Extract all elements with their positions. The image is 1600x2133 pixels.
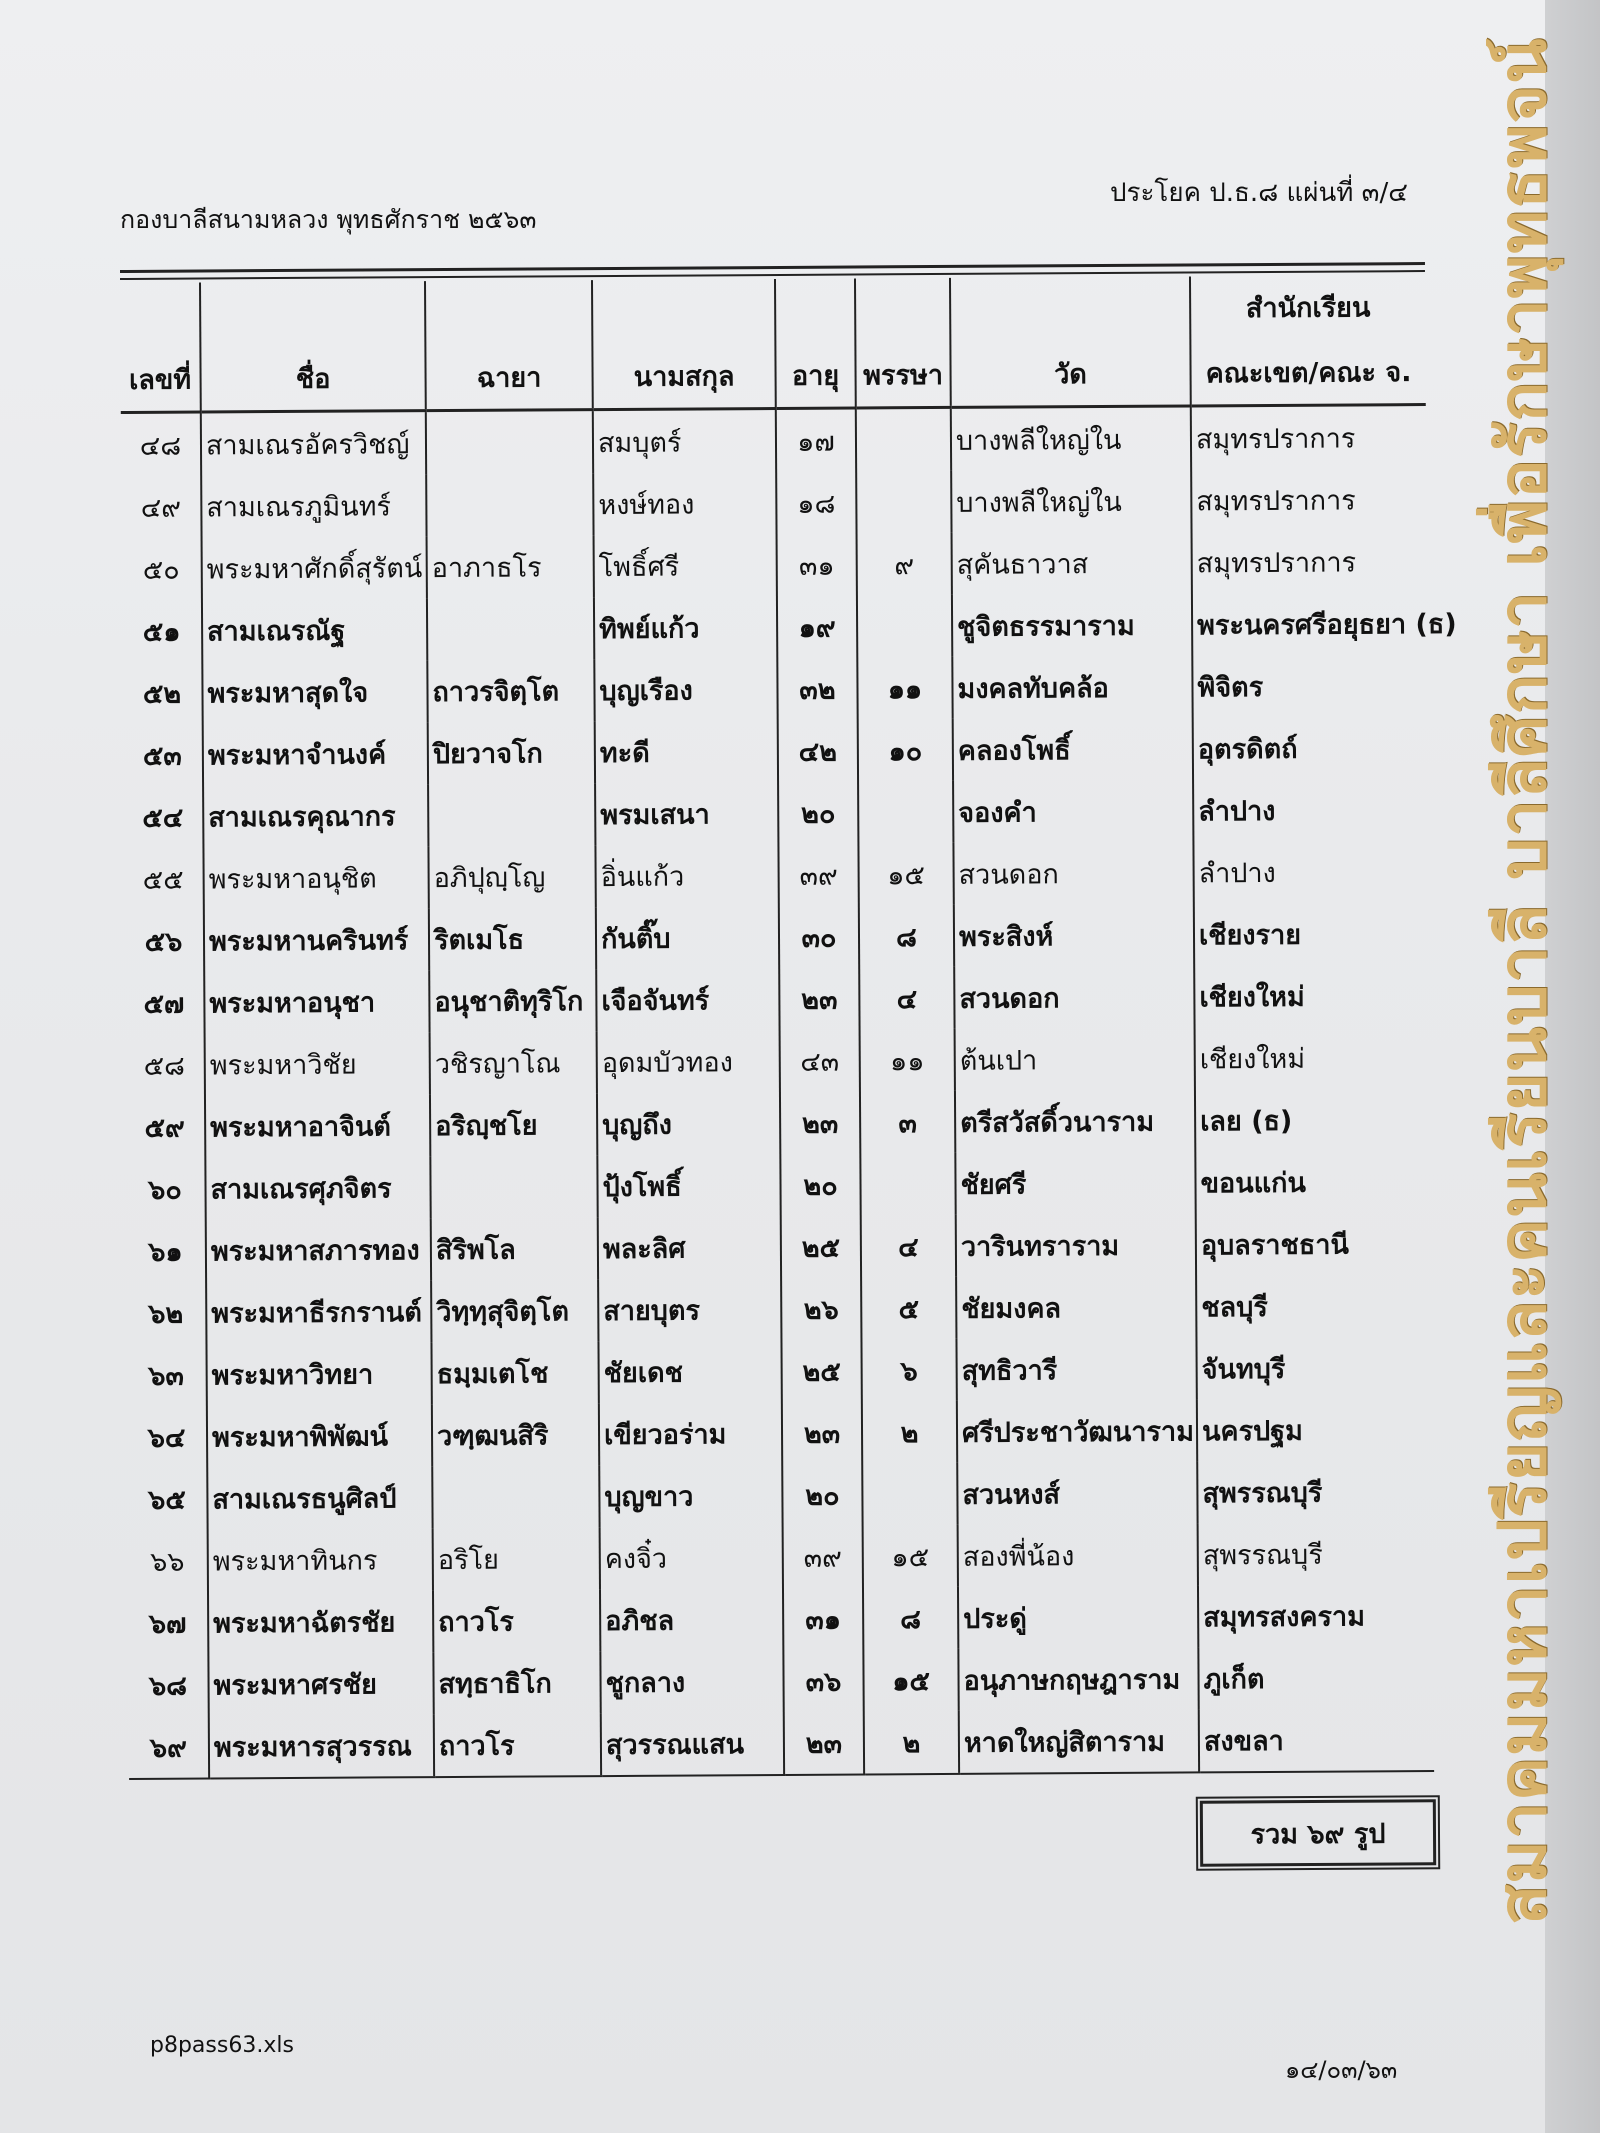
cell-age: ๓๑ — [777, 534, 857, 596]
cell-school: จันทบุรี — [1196, 1336, 1431, 1399]
cell-temple: ชัยมงคล — [956, 1275, 1196, 1338]
cell-school: พิจิตร — [1192, 654, 1427, 717]
cell-temple: ตรีสวัสดิ์วนาราม — [955, 1089, 1195, 1152]
cell-alias: ริตเมโธ — [429, 907, 596, 970]
cell-school: สมุทรปราการ — [1192, 530, 1427, 593]
col-header-school — [1190, 275, 1426, 406]
cell-surname: อิ่นแก้ว — [595, 844, 778, 907]
cell-alias: อริโย — [433, 1527, 600, 1590]
cell-no: ๖๓ — [148, 1360, 185, 1392]
cell-school: อุตรดิตถ์ — [1193, 716, 1428, 779]
cell-vassa: ๒ — [862, 1401, 957, 1464]
table-row — [123, 778, 1428, 848]
cell-temple: สุทธิวารี — [956, 1337, 1196, 1400]
cell-surname: ปุ้งโพธิ์ — [597, 1154, 780, 1217]
cell-name: พระมหาอาจินต์ — [205, 1094, 430, 1157]
cell-surname: สุวรรณแสน — [601, 1712, 784, 1776]
cell-temple: ต้นเปา — [955, 1027, 1195, 1090]
cell-alias — [426, 410, 593, 475]
table-row — [125, 1026, 1430, 1096]
col-header-temple: วัด — [950, 276, 1191, 407]
cell-age: ๔๓ — [780, 1029, 860, 1091]
cell-name: สามเณรณัฐ — [202, 598, 427, 661]
cell-name: พระมหาอนุชา — [204, 970, 429, 1033]
table-row — [128, 1584, 1433, 1654]
cell-surname: หงษ์ทอง — [593, 472, 776, 535]
cell-no: ๕๔ — [142, 802, 184, 834]
cell-age: ๔๒ — [778, 720, 858, 782]
cell-no: ๕๖ — [144, 926, 183, 958]
cell-alias — [430, 1155, 597, 1218]
cell-school: สมุทรสงคราม — [1198, 1584, 1433, 1647]
cell-vassa: ๓ — [860, 1091, 955, 1154]
cell-age: ๒๐ — [778, 782, 858, 844]
cell-no: ๕๙ — [144, 1112, 185, 1144]
cell-school: เชียงใหม่ — [1195, 1026, 1430, 1089]
cell-no: ๖๕ — [148, 1484, 186, 1516]
cell-vassa: ๕ — [861, 1277, 956, 1340]
table-row — [122, 530, 1427, 600]
cell-surname: เขียวอร่าม — [599, 1402, 782, 1465]
cell-alias: ถาวรจิตฺโต — [427, 659, 594, 722]
cell-surname: ชูกลาง — [600, 1650, 783, 1713]
cell-vassa: ๔ — [861, 1215, 956, 1278]
cell-age: ๑๙ — [777, 596, 857, 658]
cell-surname: ทิพย์แก้ว — [594, 596, 777, 659]
cell-name: สามเณรอัครวิชญ์ — [201, 411, 426, 476]
cell-alias: อภิปุญฺโญ — [428, 845, 595, 908]
cell-temple: ชูจิตธรรมาราม — [952, 593, 1192, 656]
cell-alias: อริญฺชโย — [430, 1093, 597, 1156]
cell-age: ๓๙ — [778, 843, 858, 905]
table-row — [128, 1646, 1433, 1716]
cell-age: ๒๐ — [782, 1463, 862, 1525]
cell-no: ๕๓ — [142, 740, 182, 772]
cell-no: ๖๑ — [148, 1236, 183, 1268]
cell-surname: สายบุตร — [598, 1278, 781, 1341]
col-header-no: เลขที่ — [120, 283, 201, 413]
cell-vassa: ๑๐ — [858, 719, 953, 782]
cell-age: ๒๓ — [784, 1711, 864, 1774]
table-row — [122, 654, 1427, 724]
total-box: รวม ๖๙ รูป — [1200, 1799, 1436, 1866]
table-row — [122, 592, 1427, 662]
cell-age: ๒๓ — [780, 1091, 860, 1153]
cell-name: พระมหาอนุชิต — [203, 846, 428, 909]
cell-alias: ธมฺมเตโช — [431, 1341, 598, 1404]
cell-age: ๒๓ — [782, 1401, 862, 1463]
cell-vassa: ๖ — [861, 1339, 956, 1402]
cell-vassa — [862, 1463, 957, 1526]
cell-vassa — [860, 1153, 955, 1216]
table-row — [128, 1522, 1433, 1592]
cell-vassa — [856, 471, 951, 534]
table-row — [125, 1150, 1430, 1220]
cell-surname: กันติ๊บ — [596, 906, 779, 969]
cell-alias: ถาวโร — [434, 1713, 601, 1777]
col-header-school-line2: คณะเขต/คณะ จ. — [1205, 357, 1412, 390]
cell-alias: วชิรญาโณ — [430, 1031, 597, 1094]
footer-filename: p8pass63.xls — [150, 2033, 294, 2058]
cell-temple: สวนดอก — [954, 965, 1194, 1028]
cell-name: พระมหารสุวรรณ — [209, 1714, 434, 1778]
cell-temple: ศรีประชาวัฒนาราม — [957, 1399, 1197, 1462]
cell-name: พระมหาทินกร — [208, 1528, 433, 1591]
cell-age: ๑๗ — [776, 408, 856, 472]
cell-age: ๓๖ — [783, 1649, 863, 1711]
cell-vassa: ๑๑ — [857, 657, 952, 720]
cell-temple: บางพลีใหญ่ใน — [951, 406, 1191, 471]
col-header-vassa: พรรษา — [855, 278, 951, 408]
cell-temple: สวนหงส์ — [957, 1461, 1197, 1524]
table-row — [127, 1460, 1432, 1530]
footer-date: ๑๔/๐๓/๖๓ — [1285, 2056, 1398, 2084]
cell-school: สมุทรปราการ — [1191, 468, 1426, 531]
cell-no: ๕๗ — [143, 988, 185, 1020]
col-header-surname: นามสกุล — [592, 279, 776, 410]
results-table — [120, 275, 1457, 1780]
cell-surname: บุญขาว — [599, 1464, 782, 1527]
cell-vassa — [857, 595, 952, 658]
cell-surname: ชัยเดช — [598, 1340, 781, 1403]
cell-name: สามเณรธนูศิลป์ — [207, 1466, 432, 1529]
cell-alias — [428, 783, 595, 846]
table-row — [129, 1708, 1434, 1779]
cell-surname: พรมเสนา — [595, 782, 778, 845]
col-header-age: อายุ — [775, 279, 856, 409]
cell-surname: คงจิ๋ว — [600, 1526, 783, 1589]
cell-no: ๔๘ — [139, 430, 182, 462]
cell-vassa: ๘ — [859, 905, 954, 968]
table-row — [125, 1088, 1430, 1158]
table-row — [124, 964, 1429, 1034]
cell-school: เลย (ธ) — [1195, 1088, 1430, 1151]
cell-age: ๒๐ — [780, 1153, 860, 1215]
cell-age: ๒๕ — [781, 1339, 861, 1401]
cell-no: ๖๘ — [148, 1670, 188, 1702]
cell-no: ๖๙ — [129, 1715, 209, 1778]
cell-name: พระมหานครินทร์ — [204, 908, 429, 971]
cell-alias: อนุชาติทุริโก — [429, 969, 596, 1032]
cell-no: ๕๒ — [142, 678, 182, 710]
cell-school: สุพรรณบุรี — [1197, 1460, 1432, 1523]
cell-school: ลำปาง — [1193, 778, 1428, 841]
cell-temple: สองพี่น้อง — [958, 1523, 1198, 1586]
cell-alias: ถาวโร — [433, 1589, 600, 1652]
cell-name: สามเณรศุภจิตร — [205, 1156, 430, 1219]
col-header-school-line1: สำนักเรียน — [1245, 292, 1371, 325]
cell-alias: วิทฺทฺสุจิตฺโต — [431, 1279, 598, 1342]
cell-name: พระมหาสุดใจ — [202, 660, 427, 723]
cell-no: ๖๒ — [148, 1298, 184, 1330]
cell-school: อุบลราชธานี — [1196, 1212, 1431, 1275]
cell-age: ๓๐ — [779, 905, 859, 967]
cell-name: พระมหาศรชัย — [208, 1652, 433, 1715]
table-row — [124, 902, 1429, 972]
header-authority: กองบาลีสนามหลวง พุทธศักราช ๒๕๖๓ — [120, 205, 537, 234]
cell-no: ๖๗ — [148, 1608, 187, 1640]
cell-vassa: ๑๕ — [863, 1649, 958, 1712]
cell-school: นครปฐม — [1197, 1398, 1432, 1461]
cell-surname: สมบุตร์ — [593, 408, 776, 473]
cell-name: พระมหาพิพัฒน์ — [207, 1404, 432, 1467]
cell-name: พระมหาศักดิ์สุรัตน์ — [202, 536, 427, 599]
cell-temple: ประดู่ — [958, 1585, 1198, 1648]
cell-school: ภูเก็ต — [1198, 1646, 1433, 1709]
table-row — [123, 716, 1428, 786]
cell-no: ๕๑ — [142, 616, 181, 648]
cell-surname: อุดมบัวทอง — [597, 1030, 780, 1093]
cell-no: ๔๙ — [140, 492, 182, 524]
table-row — [126, 1336, 1431, 1406]
cell-school: ขอนแก่น — [1195, 1150, 1430, 1213]
cell-temple: สวนดอก — [953, 841, 1193, 904]
cell-vassa: ๒ — [864, 1711, 959, 1775]
cell-temple: พระสิงห์ — [954, 903, 1194, 966]
cell-temple: บางพลีใหญ่ใน — [951, 469, 1191, 532]
cell-alias: อาภาธโร — [427, 535, 594, 598]
cell-alias — [432, 1465, 599, 1528]
cell-alias: สิริพโล — [431, 1217, 598, 1280]
cell-alias: วฑฺฒนสิริ — [432, 1403, 599, 1466]
cell-age: ๓๑ — [783, 1587, 863, 1649]
cell-surname: เจือจันทร์ — [596, 968, 779, 1031]
cell-school: พระนครศรีอยุธยา (ธ) — [1192, 592, 1427, 655]
col-header-alias: ฉายา — [425, 280, 593, 411]
cell-school: สงขลา — [1199, 1708, 1434, 1772]
cell-school: ชลบุรี — [1196, 1274, 1431, 1337]
cell-vassa: ๔ — [859, 967, 954, 1030]
cell-surname: พละลิศ — [598, 1216, 781, 1279]
cell-vassa — [858, 781, 953, 844]
cell-temple: วารินทราราม — [956, 1213, 1196, 1276]
watermark-text: สมาคมมหาเปรียญและคนเรียนบาลี บาลีศึกษา เพื่อรักษาพุทธพจน์ — [1484, 37, 1561, 1925]
table-row — [126, 1274, 1431, 1344]
cell-age: ๒๖ — [781, 1277, 861, 1339]
table-row — [127, 1398, 1432, 1468]
cell-no: ๖๔ — [147, 1422, 186, 1454]
cell-alias: ปิยวาจโก — [428, 721, 595, 784]
cell-school: ลำปาง — [1193, 840, 1428, 903]
table-row — [126, 1212, 1431, 1282]
table-row — [123, 840, 1428, 910]
cell-age: ๒๓ — [779, 967, 859, 1029]
header-sheet-info: ประโยค ป.ธ.๘ แผ่นที่ ๓/๔ — [1110, 178, 1408, 208]
cell-school: เชียงใหม่ — [1194, 964, 1429, 1027]
cell-surname: ทะดี — [595, 720, 778, 783]
cell-surname: อภิชล — [600, 1588, 783, 1651]
cell-name: สามเณรคุณากร — [203, 784, 428, 847]
cell-surname: โพธิ์ศรี — [594, 534, 777, 597]
cell-temple: หาดใหญ่สิตาราม — [959, 1709, 1199, 1773]
cell-temple: อนุภาษกฤษฎาราม — [958, 1647, 1198, 1710]
cell-temple: มงคลทับคล้อ — [952, 655, 1192, 718]
cell-vassa — [856, 407, 951, 471]
cell-temple: จองคำ — [953, 779, 1193, 842]
cell-surname: บุญเรือง — [594, 658, 777, 721]
cell-no: ๖๖ — [150, 1546, 185, 1578]
cell-no: ๖๐ — [148, 1174, 182, 1206]
cell-name: พระมหาจำนงค์ — [203, 722, 428, 785]
cell-name: พระมหาวิชัย — [205, 1032, 430, 1095]
cell-no: ๕๐ — [142, 554, 180, 586]
cell-name: สามเณรภูมินทร์ — [201, 474, 426, 537]
cell-temple: คลองโพธิ์ — [953, 717, 1193, 780]
table-row — [121, 405, 1426, 476]
cell-alias — [426, 473, 593, 536]
table-header-row — [120, 275, 1426, 412]
cell-age: ๓๙ — [783, 1525, 863, 1587]
cell-vassa: ๘ — [863, 1587, 958, 1650]
cell-name: พระมหาสภารทอง — [206, 1218, 431, 1281]
cell-school: สมุทรปราการ — [1191, 405, 1426, 470]
col-header-name: ชื่อ — [200, 281, 426, 412]
cell-age: ๑๘ — [776, 472, 856, 534]
cell-vassa: ๑๑ — [860, 1029, 955, 1092]
cell-age: ๒๕ — [781, 1215, 861, 1277]
cell-alias: สทฺธาธิโก — [433, 1651, 600, 1714]
cell-age: ๓๒ — [777, 658, 857, 720]
cell-vassa: ๙ — [857, 533, 952, 596]
cell-surname: บุญถึง — [597, 1092, 780, 1155]
cell-no: ๕๕ — [142, 864, 184, 896]
table-row — [121, 468, 1426, 538]
cell-vassa: ๑๕ — [858, 843, 953, 906]
cell-no: ๕๘ — [143, 1050, 186, 1082]
cell-name: พระมหาฉัตรชัย — [208, 1590, 433, 1653]
cell-temple: สุคันธาวาส — [952, 531, 1192, 594]
cell-alias — [427, 597, 594, 660]
cell-name: พระมหาธีรกรานต์ — [206, 1280, 431, 1343]
cell-school: สุพรรณบุรี — [1198, 1522, 1433, 1585]
cell-name: พระมหาวิทยา — [206, 1342, 431, 1405]
cell-temple: ชัยศรี — [955, 1151, 1195, 1214]
cell-school: เชียงราย — [1194, 902, 1429, 965]
cell-vassa: ๑๕ — [863, 1525, 958, 1588]
